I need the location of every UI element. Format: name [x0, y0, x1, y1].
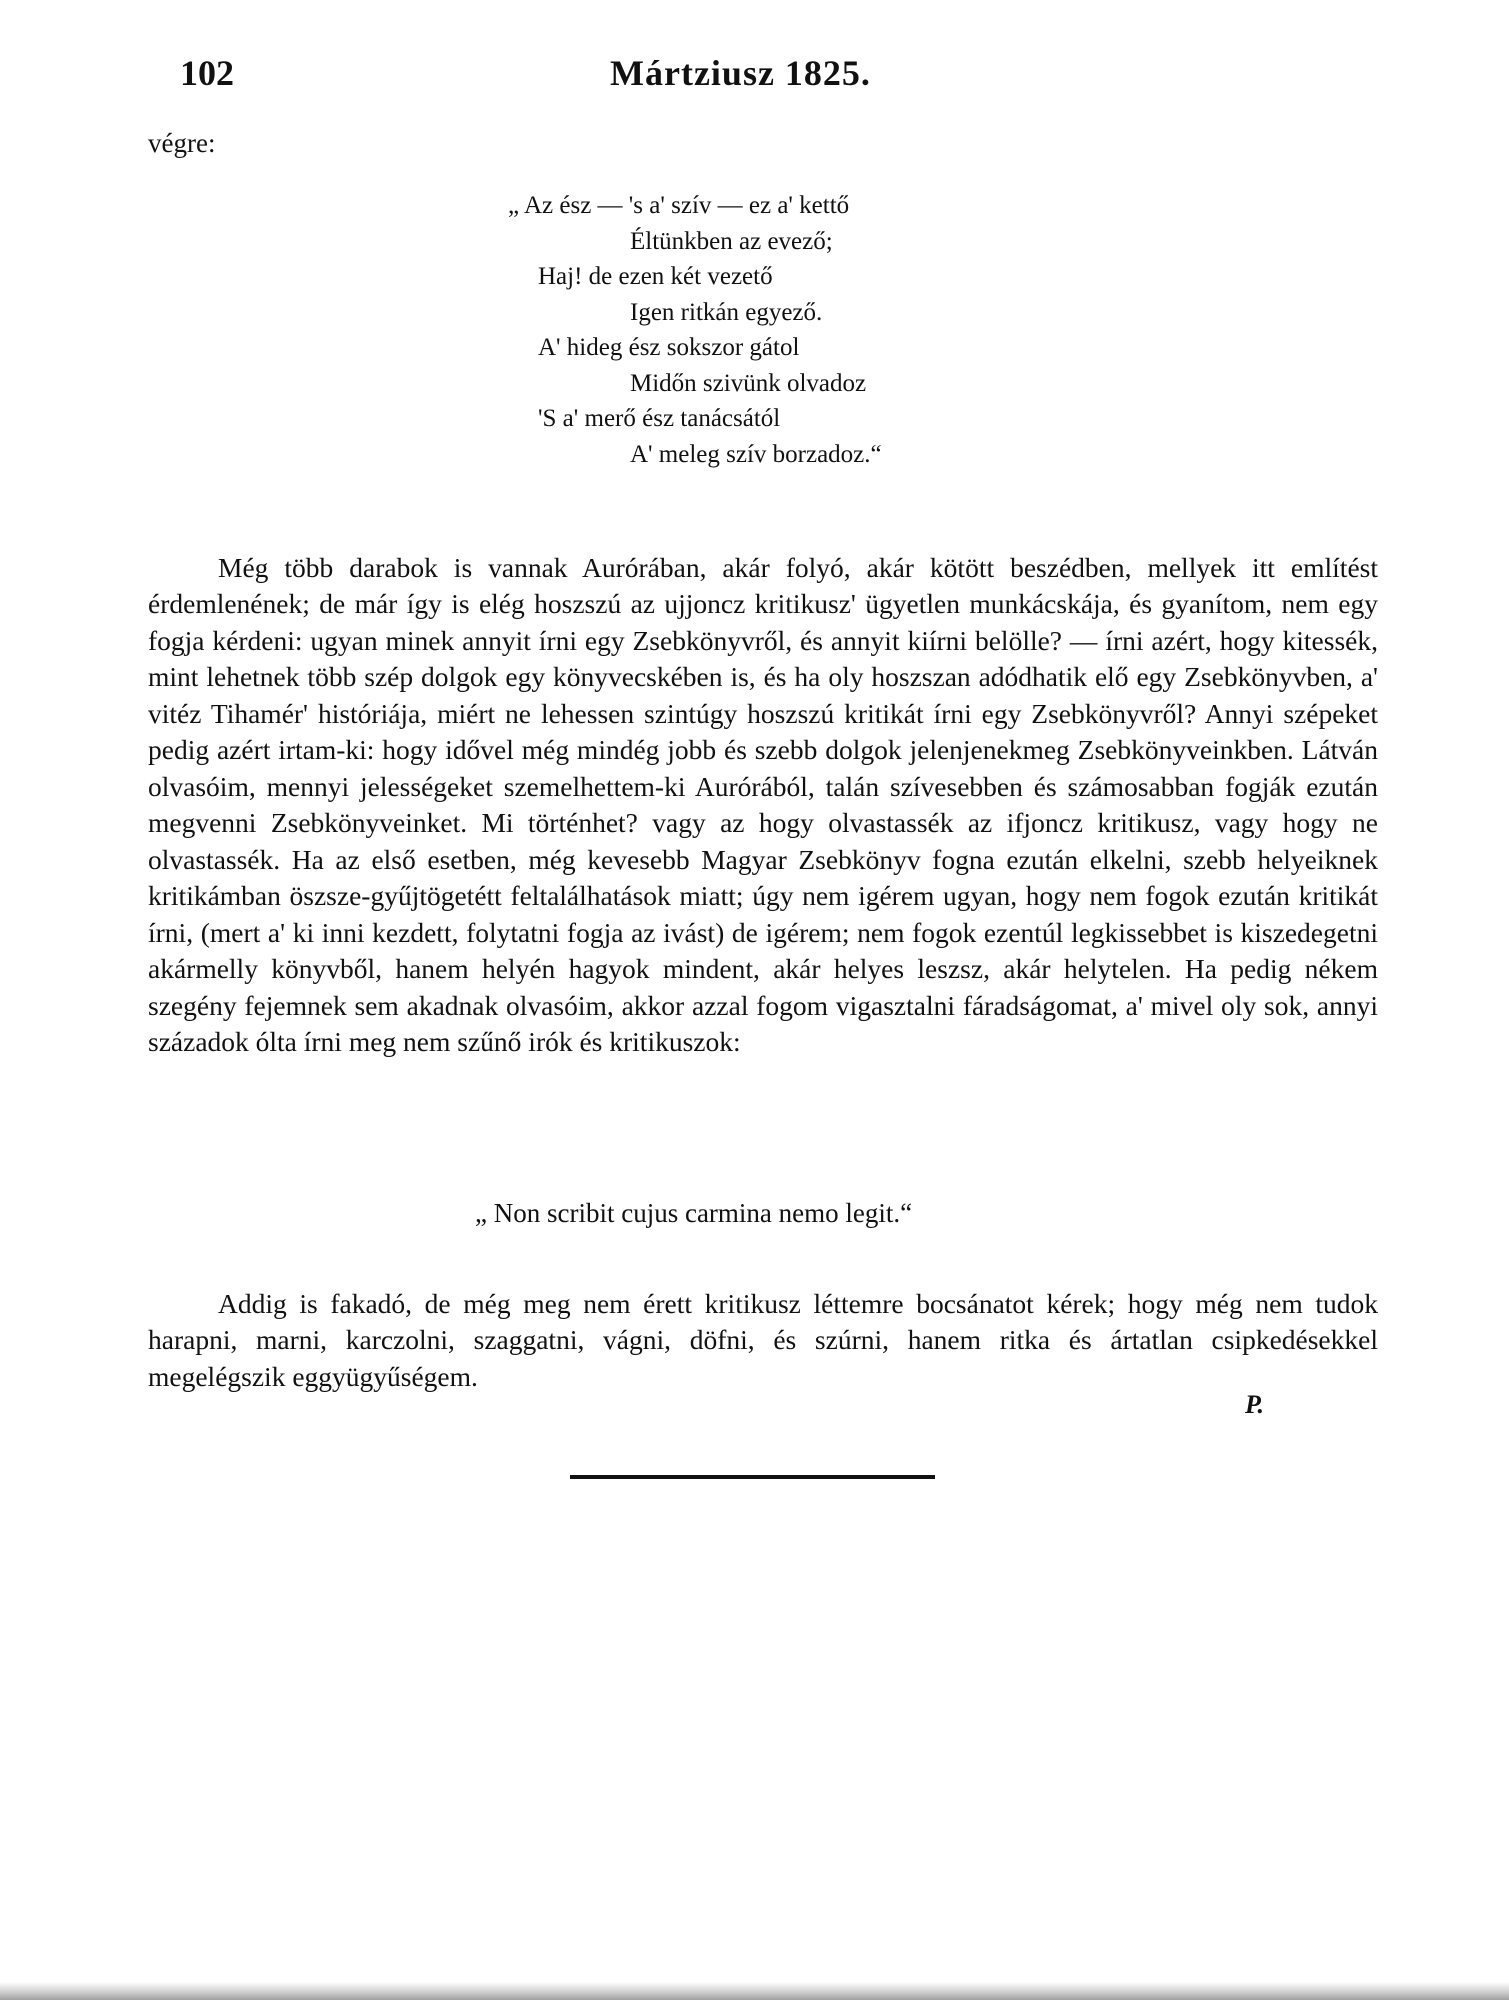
page-number: 102 [180, 53, 234, 93]
page-header [180, 52, 1360, 102]
poem-line: Haj! de ezen két vezető [538, 263, 773, 290]
running-title: Mártziusz 1825. [610, 53, 871, 93]
author-signature: P. [1245, 1390, 1265, 1419]
latin-quote: „ Non scribit cujus carmina nemo legit.“ [475, 1198, 913, 1228]
poem-line: 'S a' merő ész tanácsától [538, 405, 781, 432]
poem-line: A' hideg ész sokszor gátol [538, 334, 800, 361]
body-paragraph-1: Még több darabok is vannak Aurórában, akár folyó, akár kötött beszédben, mellyek itt említést érdemlenének; de már így is elég hoszszú az ujjoncz kritikusz' ügyetlen munkácskája, és gyanítom, nem egy fogja kérdeni: ugyan minek annyit írni egy Zsebkönyvről, és annyit kiírni belölle? — írni azért, hogy kitessék, mint lehetnek több szép dolgok egy könyvecskében is, és ha oly hoszszan adódhatik elő egy Zsebkönyvben, a' vitéz Tihamér' históriája, miért ne lehessen szintúgy hoszszú kritikát írni egy Zsebkönyvről? Annyi szépeket pedig azért irtam-ki: hogy idővel még mindég jobb és szebb dolgok jelenjenekmeg Zsebkönyveinkben. Látván olvasóim, mennyi jelességeket szemelhettem-ki Aurórából, talán szívesebben és számosabban fogják ezután megvenni Zsebkönyveinket. Mi történhet? vagy az hogy olvastassék az ifjoncz kritikusz, vagy hogy ne olvastassék. Ha az első esetben, még kevesebb Magyar Zsebkönyv fogna ezután elkelni, szebb helyeiknek kritikámban öszsze-gyűjtögetétt feltalálhatások miatt; úgy nem igérem ugyan, hogy nem fogok ezután kritikát írni, (mert a' ki inni kezdett, folytatni fogja az ivást) de igérem; nem fogok ezentúl legkissebbet is kiszedegetni akármelly könyvből, hanem helyén hagyok mindent, akár helyes leszsz, akár helytelen. Ha pedig nékem szegény fejemnek sem akadnak olvasóim, akkor azzal fogom vigasztalni fáradságomat, a' mivel oly sok, annyi századok ólta írni meg nem szűnő irók és kritikuszok: [148, 551, 1378, 1057]
poem-line: Midőn szivünk olvadoz [630, 369, 867, 397]
body-paragraph-2: Addig is fakadó, de még meg nem érett kritikusz léttemre bocsánatot kérek; hogy még nem tudok harapni, marni, karczolni, szaggatni, vágni, döfni, és szúrni, hanem ritka és ártatlan csipkedésekkel megelégszik eggyügyűségem. [148, 1287, 1378, 1392]
poem-line: Éltünkben az evező; [630, 227, 833, 255]
lead-word: végre: [148, 128, 216, 158]
poem-line: „ Az ész — 's a' szív — ez a' kettő [508, 192, 850, 219]
scan-bottom-edge [0, 1982, 1509, 2000]
poem-line: Igen ritkán egyező. [630, 298, 823, 326]
poem-line: A' meleg szív borzadoz.“ [630, 440, 882, 468]
closing-rule [570, 1475, 935, 1479]
poem-block [508, 188, 1058, 472]
